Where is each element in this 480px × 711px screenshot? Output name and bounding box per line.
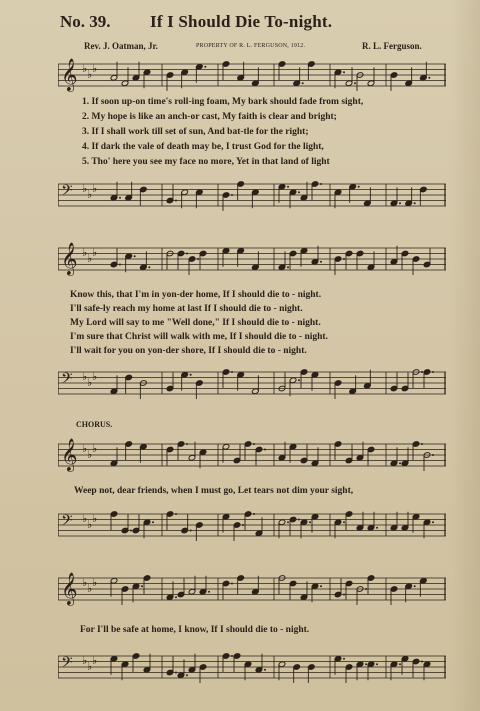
dot [190, 374, 192, 376]
dot [264, 449, 266, 451]
dot [253, 443, 255, 445]
treble-clef-icon: 𝄞 [61, 572, 78, 605]
flat-sign-icon: ♭ [87, 68, 93, 81]
dot [134, 255, 136, 257]
copyright-notice: PROPERTY OF R. L. FERGUSON, 1912. [196, 43, 306, 49]
dot [231, 371, 233, 373]
dot [365, 663, 367, 665]
dot [399, 462, 401, 464]
bass-clef-icon: 𝄢 [61, 370, 73, 391]
dot [376, 527, 378, 529]
dot [309, 521, 311, 523]
dot [376, 663, 378, 665]
verse-line-1-5: 5. Tho' here you see my face no more, Yet in that land of light [82, 157, 330, 167]
chorus-label: CHORUS. [76, 420, 113, 429]
hymn-title: If I Should Die To-night. [150, 12, 333, 31]
verse-line-1-3: 3. If I shall work till set of sun, And bat-tle for the right; [82, 127, 309, 137]
chorus-treble-staff-1 [58, 436, 446, 476]
flat-sign-icon: ♭ [92, 62, 98, 75]
dot [190, 530, 192, 532]
bass-lines-1 [58, 176, 446, 216]
verse-line-2-2: I'll safe-ly reach my home at last If I should die to - night. [70, 304, 303, 314]
dot [343, 658, 345, 660]
dot [320, 585, 322, 587]
chorus-bass-lines-1 [58, 506, 446, 546]
chorus-bass-staff-1 [58, 506, 446, 546]
dot [298, 191, 300, 193]
dot [141, 585, 143, 587]
flat-sign-icon: ♭ [82, 654, 88, 667]
bass-clef-icon: 𝄢 [61, 182, 73, 203]
flat-sign-icon: ♭ [92, 442, 98, 455]
staff-lines-1 [58, 56, 446, 96]
dot [414, 585, 416, 587]
dot [298, 379, 300, 381]
dot [231, 583, 233, 585]
flat-sign-icon: ♭ [82, 512, 88, 525]
bass-clef-icon: 𝄢 [61, 512, 73, 533]
flat-sign-icon: ♭ [92, 576, 98, 589]
chorus-line-2: For I'll be safe at home, I know, If I should die to - night. [80, 625, 310, 635]
flat-sign-icon: ♭ [87, 660, 93, 673]
flat-sign-icon: ♭ [87, 582, 93, 595]
dot [231, 194, 233, 196]
dot [287, 521, 289, 523]
flat-sign-icon: ♭ [82, 246, 88, 259]
flat-sign-icon: ♭ [82, 182, 88, 195]
dot [421, 371, 423, 373]
dot [186, 253, 188, 255]
dot [148, 266, 150, 268]
music-composer: R. L. Ferguson. [362, 41, 422, 51]
staff-lines-2 [58, 240, 446, 280]
bass-staff-1 [58, 176, 446, 216]
dot [119, 197, 121, 199]
dot [358, 186, 360, 188]
dot [208, 591, 210, 593]
dot [432, 454, 434, 456]
flat-sign-icon: ♭ [92, 246, 98, 259]
dot [186, 443, 188, 445]
dot [428, 77, 430, 79]
dot [320, 261, 322, 263]
chorus-bass-staff-2 [58, 648, 446, 688]
dot [119, 264, 121, 266]
flat-sign-icon: ♭ [82, 370, 88, 383]
flat-sign-icon: ♭ [82, 576, 88, 589]
dot [432, 371, 434, 373]
dot [242, 524, 244, 526]
dot [414, 202, 416, 204]
dot [432, 521, 434, 523]
chorus-staff-lines-1 [58, 436, 446, 476]
treble-staff-2 [58, 240, 446, 280]
dot [175, 513, 177, 515]
dot [287, 186, 289, 188]
dot [253, 513, 255, 515]
dot [421, 661, 423, 663]
chorus-bass-lines-2 [58, 648, 446, 688]
chorus-line-1: Weep not, dear friends, when I must go, Let tears not dim your sight, [74, 486, 354, 496]
flat-sign-icon: ♭ [92, 654, 98, 667]
dot [287, 266, 289, 268]
dot [399, 663, 401, 665]
bass-clef-icon: 𝄢 [61, 654, 73, 675]
dot [152, 521, 154, 523]
dot [302, 82, 304, 84]
verse-line-1-1: 1. If soon up-on time's roll-ing foam, My bark should fade from sight, [82, 97, 364, 107]
dot [320, 183, 322, 185]
flat-sign-icon: ♭ [87, 518, 93, 531]
flat-sign-icon: ♭ [87, 188, 93, 201]
verse-line-2-4: I'm sure that Christ will walk with me, If I should die to - night. [70, 332, 328, 342]
dot [130, 530, 132, 532]
treble-clef-icon: 𝄞 [61, 58, 78, 91]
dot [175, 596, 177, 598]
dot [343, 594, 345, 596]
flat-sign-icon: ♭ [92, 182, 98, 195]
dot [264, 669, 266, 671]
dot [365, 588, 367, 590]
verse-line-1-4: 4. If dark the vale of death may be, I trust God for the light, [82, 142, 324, 152]
flat-sign-icon: ♭ [82, 62, 88, 75]
words-author: Rev. J. Oatman, Jr. [84, 41, 158, 51]
dot [298, 519, 300, 521]
dot [197, 258, 199, 260]
verse-line-1-2: 2. My hope is like an anch-or cast, My faith is clear and bright; [82, 112, 337, 122]
dot [231, 655, 233, 657]
flat-sign-icon: ♭ [87, 252, 93, 265]
dot [343, 521, 345, 523]
flat-sign-icon: ♭ [82, 442, 88, 455]
chorus-treble-staff-2 [58, 570, 446, 610]
verse-line-2-5: I'll wait for you on yon-der shore, If I should die to - night. [70, 346, 307, 356]
treble-staff-1 [58, 56, 446, 96]
verse-line-2-3: My Lord will say to me "Well done," If I should die to - night. [70, 318, 321, 328]
dot [175, 672, 177, 674]
flat-sign-icon: ♭ [87, 376, 93, 389]
dot [354, 82, 356, 84]
hymn-number: No. 39. [60, 12, 111, 31]
dot [186, 674, 188, 676]
bass-lines-2 [58, 364, 446, 404]
flat-sign-icon: ♭ [92, 512, 98, 525]
dot [204, 66, 206, 68]
treble-clef-icon: 𝄞 [61, 242, 78, 275]
dot [421, 443, 423, 445]
bass-staff-2 [58, 364, 446, 404]
page-edge-shading [450, 0, 480, 711]
chorus-staff-lines-2 [58, 570, 446, 610]
dot [343, 258, 345, 260]
treble-clef-icon: 𝄞 [61, 438, 78, 471]
dot [175, 200, 177, 202]
dot [343, 71, 345, 73]
dot [399, 202, 401, 204]
flat-sign-icon: ♭ [92, 370, 98, 383]
flat-sign-icon: ♭ [87, 448, 93, 461]
verse-line-2-1: Know this, that I'm in yon-der home, If I should die to - night. [70, 290, 322, 300]
